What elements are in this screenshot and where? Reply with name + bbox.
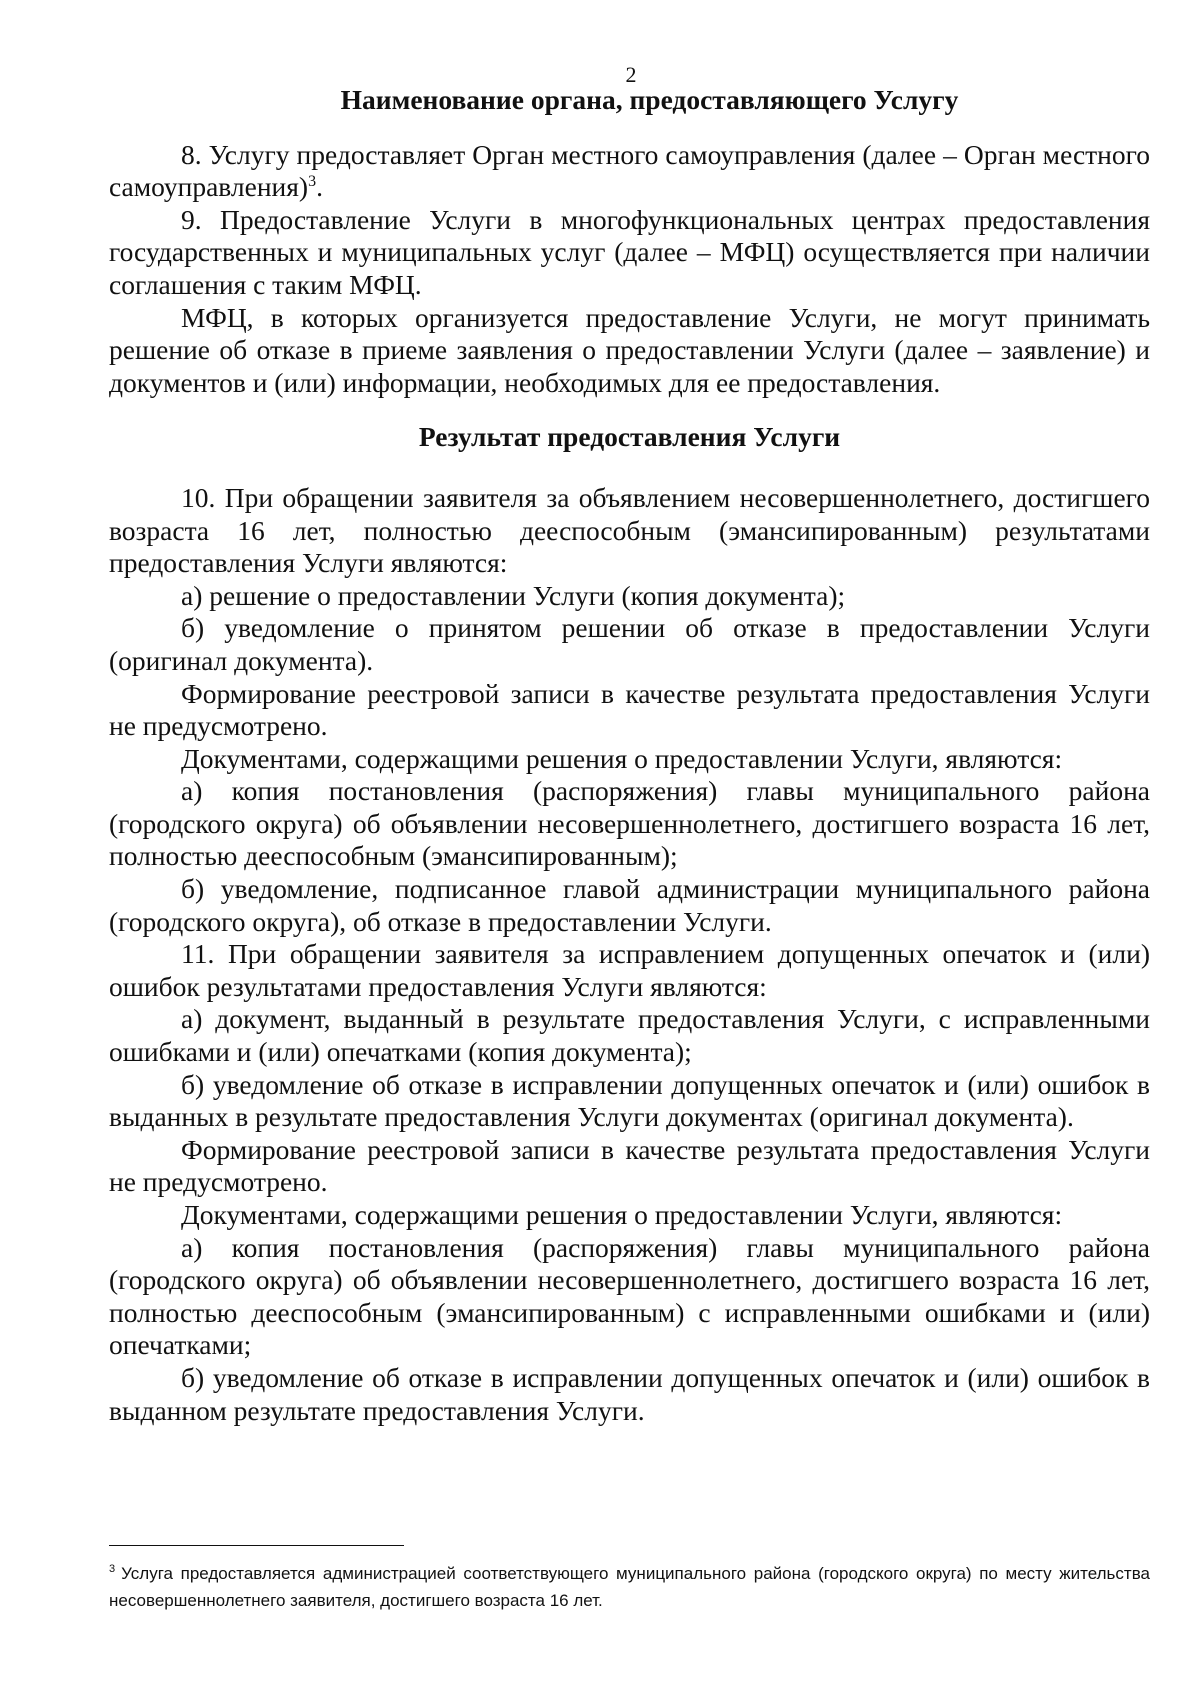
- paragraph-8: [109, 139, 1150, 204]
- paragraph-9: 9. Предоставление Услуги в многофункциональных центрах предоставления государственных и муниципальных услуг (далее – МФЦ) осуществляется при наличии соглашения с таким МФЦ.: [109, 203, 1150, 300]
- paragraph-10: 10. При обращении заявителя за объявлением несовершеннолетнего, достигшего возраста 16 лет, полностью дееспособным (эмансипированным) результатами предоставления Услуги являются:: [109, 481, 1150, 579]
- paragraph-mfc: МФЦ, в которых организуется предоставление Услуги, не могут принимать решение об отказе в приеме заявления о предоставлении Услуги (далее – заявление) и документов и (или) информации, необходимых для ее предоставления.: [109, 301, 1150, 398]
- list-item: а) документ, выданный в результате предоставления Услуги, с исправленными ошибками и (или) опечатками (копия документа);: [109, 1003, 1150, 1068]
- page-number: 2: [625, 62, 637, 87]
- footnote-reference: 3: [308, 173, 317, 191]
- list-item: а) решение о предоставлении Услуги (копия документа);: [181, 579, 846, 611]
- section-heading-body: Наименование органа, предоставляющего Услугу: [340, 84, 959, 115]
- footnote-text: Услуга предоставляется администрацией соответствующего муниципального района (городского округа) по месту жительства несовершеннолетнего заявителя, достигшего возраста 16 лет.: [109, 1564, 1150, 1610]
- paragraph-11: 11. При обращении заявителя за исправлением допущенных опечаток и (или) ошибок результатами предоставления Услуги являются:: [109, 938, 1150, 1002]
- list-item: б) уведомление, подписанное главой администрации муниципального района (городского округа), об отказе в предоставлении Услуги.: [109, 873, 1150, 937]
- footnote-divider: [109, 1545, 404, 1546]
- paragraph-text: 8. Услугу предоставляет Орган местного самоуправления (далее – Орган местного самоуправления): [109, 138, 1150, 203]
- paragraph: Документами, содержащими решения о предоставлении Услуги, являются:: [181, 742, 1063, 774]
- paragraph: Документами, содержащими решения о предоставлении Услуги, являются:: [181, 1199, 1063, 1230]
- paragraph-tail: .: [316, 171, 323, 203]
- footnote: [109, 1560, 1150, 1614]
- list-item: а) копия постановления (распоряжения) главы муниципального района (городского округа) об объявлении несовершеннолетнего, достигшего возраста 16 лет, полностью дееспособным (эмансипированным);: [109, 775, 1150, 872]
- section-heading-result: Результат предоставления Услуги: [418, 421, 841, 453]
- paragraph: Формирование реестровой записи в качестве результата предоставления Услуги не предусмотрено.: [109, 677, 1150, 742]
- document-body: [109, 84, 1150, 1427]
- list-item: б) уведомление об отказе в исправлении допущенных опечаток и (или) ошибок в выданном результате предоставления Услуги.: [109, 1361, 1150, 1426]
- list-item: а) копия постановления (распоряжения) главы муниципального района (городского округа) об объявлении несовершеннолетнего, достигшего возраста 16 лет, полностью дееспособным (эмансипированным) с исправленными ошибками и (или) опечатками;: [109, 1231, 1150, 1361]
- list-item: б) уведомление об отказе в исправлении допущенных опечаток и (или) ошибок в выданных в результате предоставления Услуги документах (оригинал документа).: [109, 1068, 1150, 1133]
- paragraph: Формирование реестровой записи в качестве результата предоставления Услуги не предусмотрено.: [109, 1133, 1150, 1198]
- footnote-marker: 3: [109, 1563, 116, 1576]
- list-item: б) уведомление о принятом решении об отказе в предоставлении Услуги (оригинал документа).: [109, 612, 1150, 676]
